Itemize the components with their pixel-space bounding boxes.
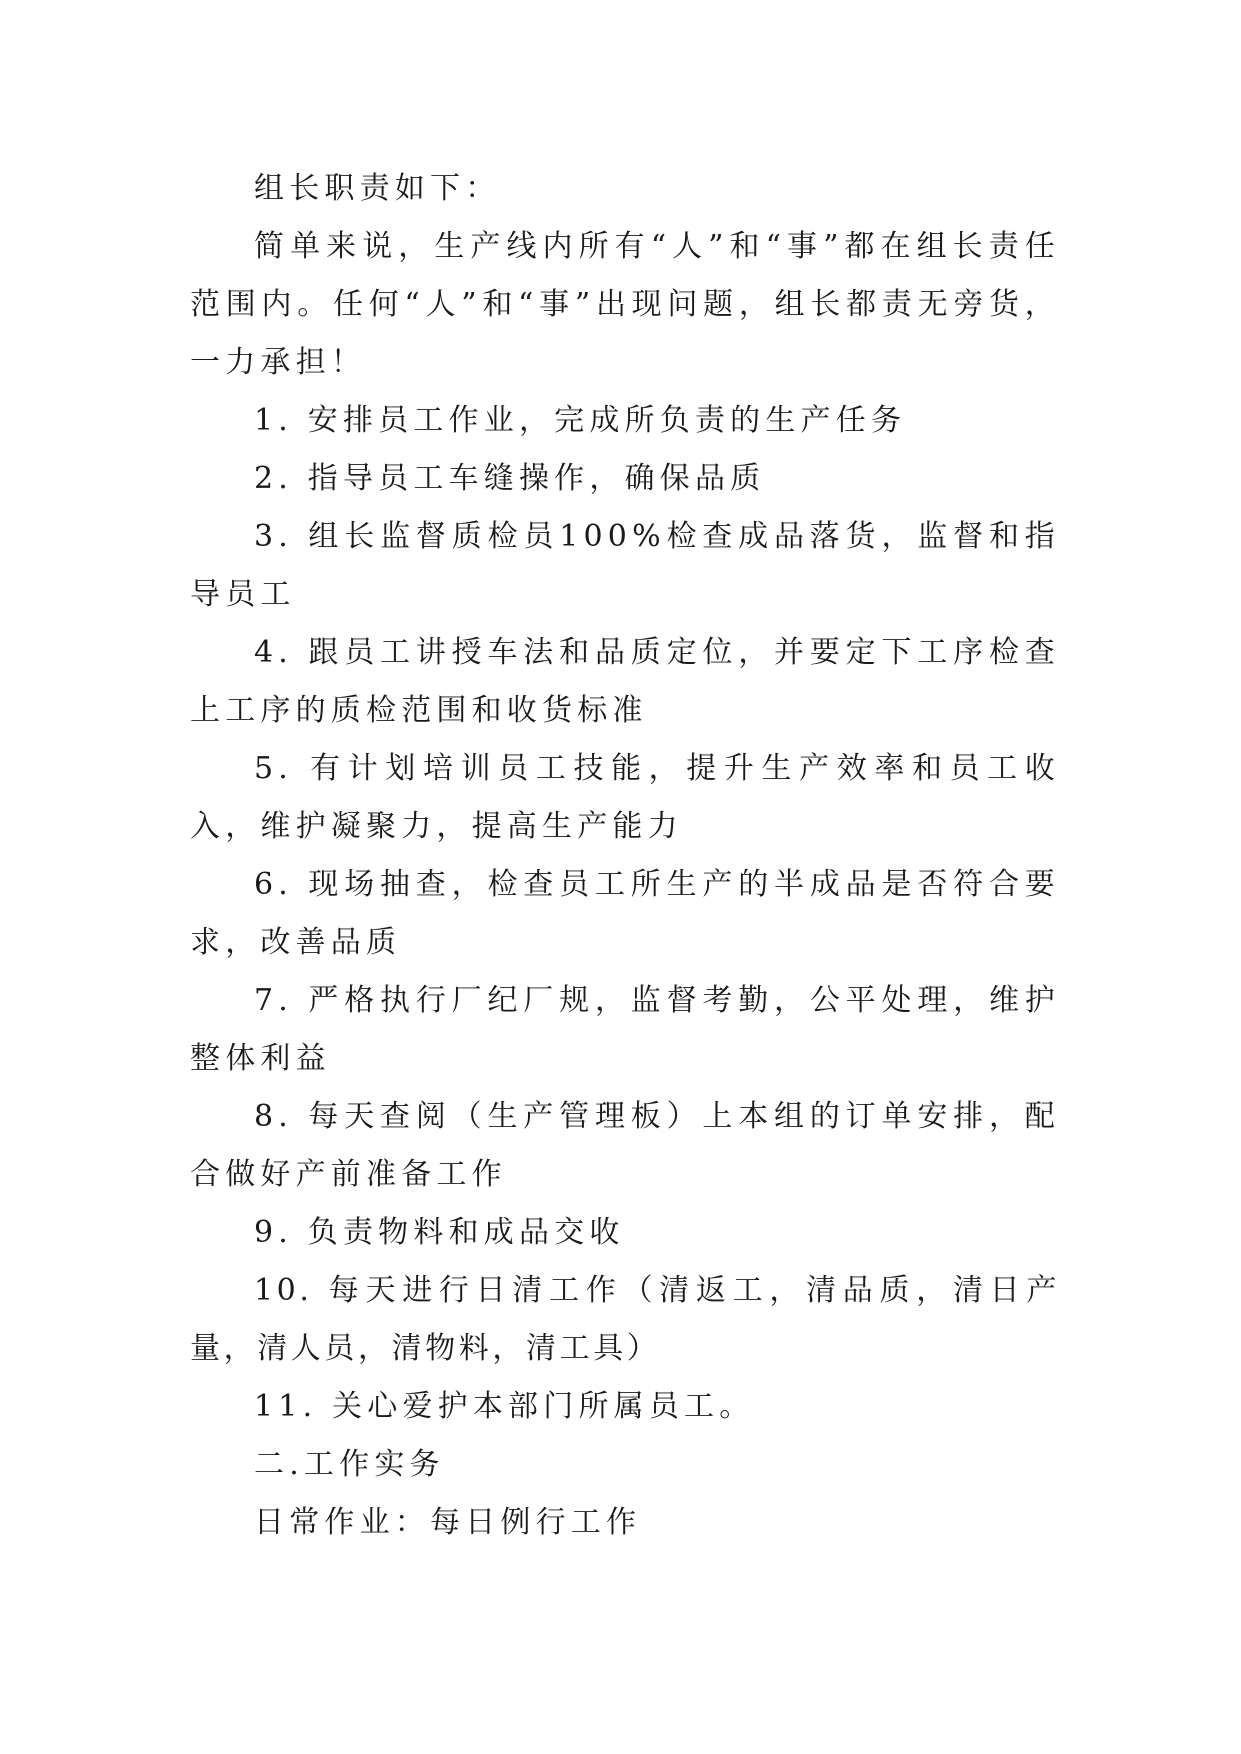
document-body — [190, 160, 1060, 1552]
list-item-5: 5. 有计划培训员工技能，提升生产效率和员工收入，维护凝聚力，提高生产能力 — [190, 751, 1060, 844]
list-item-1: 1. 安排员工作业，完成所负责的生产任务 — [254, 403, 907, 438]
list-item-3: 3. 组长监督质检员100%检查成品落货，监督和指导员工 — [190, 519, 1060, 612]
paragraph-summary: 简单来说，生产线内所有“人”和“事”都在组长责任范围内。任何“人”和“事”出现问题，组长都责无旁货，一力承担！ — [190, 229, 1060, 380]
section-heading-work-practice: 二.工作实务 — [254, 1447, 445, 1482]
list-item-10: 10. 每天进行日清工作（清返工，清品质，清日产量，清人员，清物料，清工具） — [190, 1273, 1060, 1366]
list-item-6: 6. 现场抽查，检查员工所生产的半成品是否符合要求，改善品质 — [190, 867, 1060, 960]
heading-duties: 组长职责如下： — [254, 171, 501, 206]
list-item-4: 4. 跟员工讲授车法和品质定位，并要定下工序检查上工序的质检范围和收货标准 — [190, 635, 1060, 728]
list-item-2: 2. 指导员工车缝操作，确保品质 — [254, 461, 766, 496]
list-item-11: 11. 关心爱护本部门所属员工。 — [254, 1389, 755, 1424]
list-item-8: 8. 每天查阅（生产管理板）上本组的订单安排，配合做好产前准备工作 — [190, 1099, 1060, 1192]
list-item-9: 9. 负责物料和成品交收 — [254, 1215, 625, 1250]
paragraph-daily-work: 日常作业：每日例行工作 — [254, 1505, 642, 1540]
list-item-7: 7. 严格执行厂纪厂规，监督考勤，公平处理，维护整体利益 — [190, 983, 1060, 1076]
